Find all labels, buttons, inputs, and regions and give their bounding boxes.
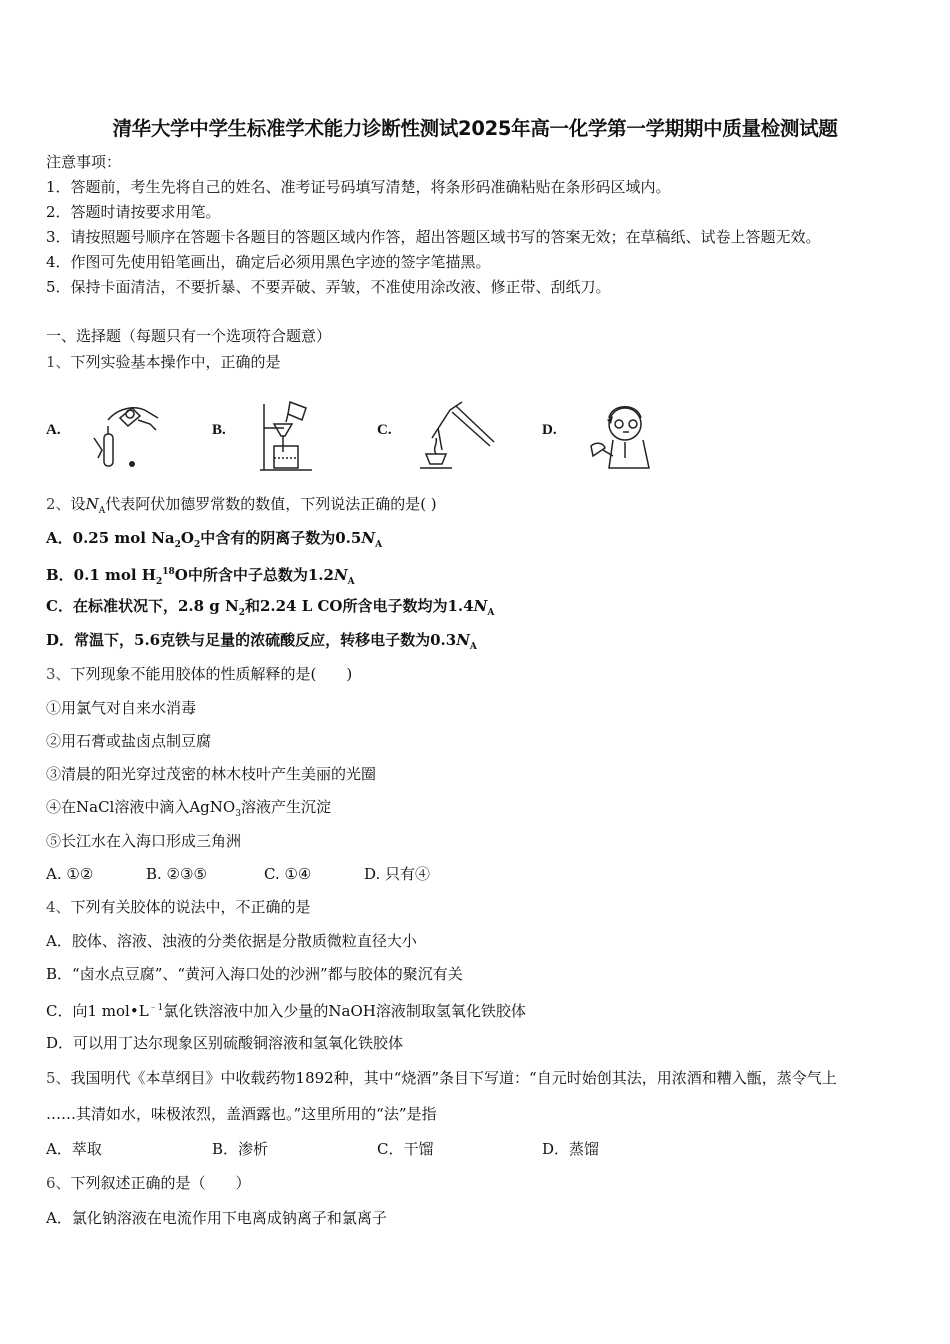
question-2	[46, 494, 437, 521]
question-stem: 下列叙述正确的是（ ）	[70, 1174, 251, 1192]
subscript: 2	[193, 540, 201, 550]
question-6	[46, 1173, 251, 1193]
q3-item: ①用氯气对自来水消毒	[46, 699, 197, 717]
question-5-line-2: ……其清如水，味极浓烈，盖酒露也。”这里所用的“法”是指	[46, 1105, 437, 1123]
q3-item: ③清晨的阳光穿过茂密的林木枝叶产生美丽的光圈	[46, 765, 377, 783]
q2-option-c	[46, 596, 494, 623]
option-text: O中所含中子总数为1.2	[174, 566, 334, 584]
avogadro-symbol: N	[473, 597, 488, 615]
q4-option-a: A．胶体、溶液、浊液的分类依据是分散质微粒直径大小	[46, 932, 417, 950]
q3-item: ⑤长江水在入海口形成三角洲	[46, 832, 242, 850]
q5-choice: C．干馏	[377, 1140, 434, 1158]
section-heading: 一、选择题（每题只有一个选项符合题意）	[46, 327, 332, 345]
option-text: 和2.24 L CO所含电子数均为1.4	[244, 597, 474, 615]
question-stem: 设	[70, 495, 86, 513]
avogadro-symbol: N	[85, 495, 99, 513]
question-number: 3、	[46, 665, 71, 683]
superscript: 18	[162, 567, 175, 577]
option-text: C．在标准状况下，2.8 g N	[46, 597, 239, 615]
avogadro-symbol: N	[361, 529, 376, 547]
option-text: 中含有的阴离子数为0.5	[200, 529, 362, 547]
subscript: 2	[174, 540, 181, 550]
option-text: 氯化铁溶液中加入少量的NaOH溶液制取氢氧化铁胶体	[163, 1002, 526, 1020]
option-text: C．向1 mol•L	[46, 1002, 149, 1020]
q3-choice: B. ②③⑤	[146, 865, 207, 883]
q2-option-a	[46, 528, 382, 555]
question-4	[46, 897, 311, 917]
option-text: B．0.1 mol H	[46, 566, 156, 584]
q1-option-c-label: C.	[377, 422, 392, 438]
q5-choice: A．萃取	[46, 1140, 102, 1158]
subscript: A	[375, 540, 383, 550]
q1-option-a-label: A.	[46, 422, 61, 438]
subscript: A	[469, 642, 477, 652]
q3-choices	[46, 864, 430, 884]
item-text: ④在NaCl溶液中滴入AgNO	[46, 798, 236, 816]
question-number: 2、	[46, 495, 71, 513]
superscript: ﹣1	[148, 1003, 164, 1013]
notice-item: 2．答题时请按要求用笔。	[46, 203, 221, 221]
question-1	[46, 352, 281, 372]
q4-option-c	[46, 998, 526, 1021]
q5-choice: D．蒸馏	[542, 1140, 600, 1158]
smelling-gas-figure	[585, 398, 665, 474]
avogadro-symbol: N	[456, 631, 470, 649]
subscript: 2	[238, 608, 245, 618]
notice-item: 5．保持卡面清洁，不要折暴、不要弄破、弄皱，不准使用涂改液、修正带、刮纸刀。	[46, 278, 611, 296]
q5-choices	[46, 1139, 599, 1159]
question-stem: 代表阿伏加德罗常数的数值，下列说法正确的是( )	[105, 495, 437, 513]
question-number: 6、	[46, 1174, 71, 1192]
question-stem: 下列有关胶体的说法中，不正确的是	[70, 898, 311, 916]
question-number: 5、	[46, 1069, 71, 1087]
question-number: 4、	[46, 898, 71, 916]
notice-item: 1．答题前，考生先将自己的姓名、准考证号码填写清楚，将条形码准确粘贴在条形码区域内。	[46, 178, 671, 196]
page-title: 清华大学中学生标准学术能力诊断性测试2025年高一化学第一学期期中质量检测试题	[112, 117, 838, 140]
question-stem: 下列现象不能用胶体的性质解释的是( )	[70, 665, 353, 683]
q3-choice: C. ①④	[264, 865, 312, 883]
option-text: O	[180, 529, 194, 547]
filtration-figure	[250, 398, 320, 474]
q4-option-d: D．可以用丁达尔现象区别硫酸铜溶液和氢氧化铁胶体	[46, 1034, 404, 1052]
q1-option-b-label: B.	[212, 422, 226, 438]
q3-item: ②用石膏或盐卤点制豆腐	[46, 732, 212, 750]
q1-option-d-label: D.	[542, 422, 557, 438]
notice-item: 3．请按照题号顺序在答题卡各题目的答题区域内作答，超出答题区域书写的答案无效；在草稿纸、试卷上答题无效。	[46, 228, 821, 246]
q3-choice: D. 只有④	[364, 865, 431, 883]
q3-item	[46, 797, 331, 824]
subscript: A	[487, 608, 495, 618]
q2-option-b	[46, 562, 355, 592]
heating-test-tube-figure	[412, 398, 497, 474]
option-text: A．0.25 mol Na	[46, 529, 175, 547]
question-number: 1、	[46, 353, 71, 371]
question-stem: 我国明代《本草纲目》中收载药物1892种，其中“烧酒”条目下写道：“自元时始创其法，用浓酒和糟入甑，蒸令气上	[70, 1069, 837, 1087]
q6-option-a: A．氯化钠溶液在电流作用下电离成钠离子和氯离子	[46, 1209, 387, 1227]
question-3	[46, 664, 352, 684]
q5-choice: B．渗析	[212, 1140, 269, 1158]
item-text: 溶液产生沉淀	[240, 798, 331, 816]
q2-option-d	[46, 630, 477, 657]
option-text: D．常温下，5.6克铁与足量的浓硫酸反应，转移电子数为0.3	[46, 631, 457, 649]
q3-choice: A. ①②	[46, 865, 94, 883]
q4-option-b: B．“卤水点豆腐”、“黄河入海口处的沙洲”都与胶体的聚沉有关	[46, 965, 463, 983]
question-5-line-1	[46, 1068, 837, 1088]
notice-item: 4．作图可先使用铅笔画出，确定后必须用黑色字迹的签字笔描黑。	[46, 253, 491, 271]
test-tube-pouring-figure	[88, 398, 168, 474]
subscript: 2	[155, 577, 163, 587]
avogadro-symbol: N	[333, 566, 348, 584]
avogadro-subscript: A	[98, 506, 106, 516]
question-stem: 下列实验基本操作中，正确的是	[70, 353, 281, 371]
subscript: 3	[235, 809, 241, 819]
subscript: A	[347, 577, 355, 587]
notice-heading: 注意事项：	[46, 153, 122, 171]
